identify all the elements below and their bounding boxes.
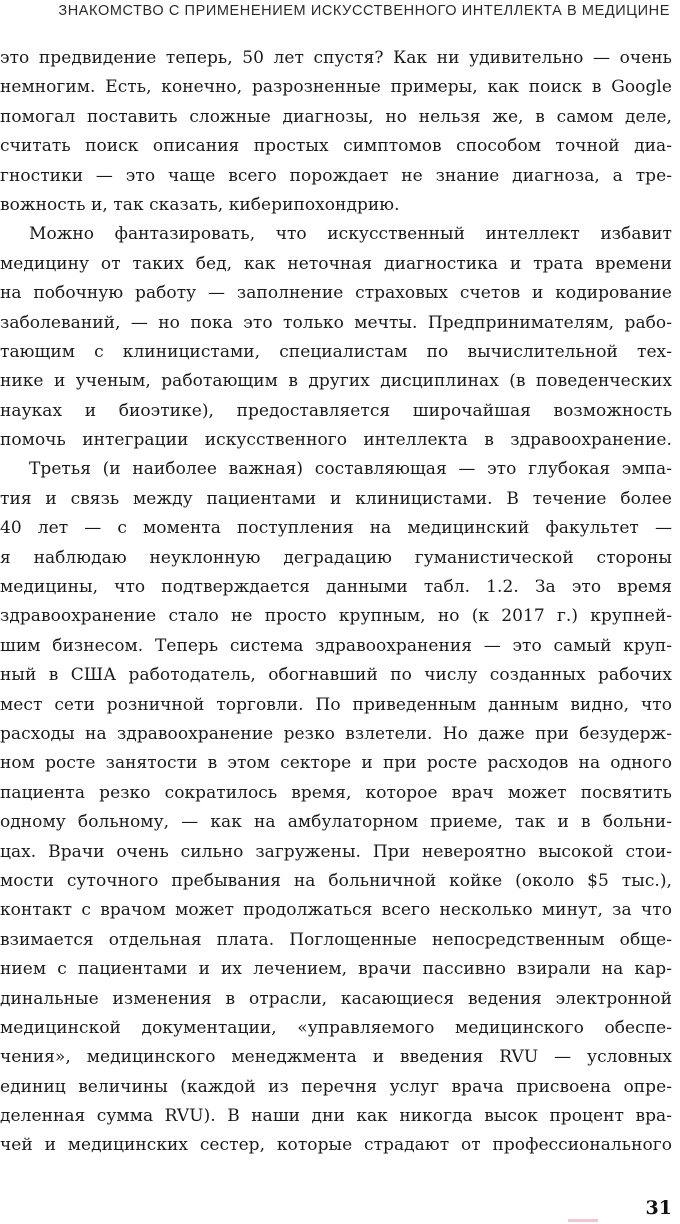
text-line: одному больному, — как на амбулаторном приеме, так и в больни-	[0, 812, 672, 833]
text-line: тия и связь между пациентами и клиницистами. В течение более	[0, 488, 672, 509]
text-line: мест сети розничной торговли. По приведенным данным видно, что	[0, 694, 672, 715]
edge-mark	[568, 1219, 598, 1222]
text-line: расходы на здравоохранение резко взлетели. Но даже при безудерж-	[0, 723, 672, 744]
text-line: чей и медицинских сестер, которые страдают от профессионального	[0, 1135, 672, 1156]
text-line: контакт с врачом может продолжаться всего несколько минут, за что	[0, 900, 672, 921]
text-line: Можно фантазировать, что искусственный интеллект избавит	[29, 224, 672, 245]
text-line: помочь интеграции искусственного интеллекта в здравоохранение.	[0, 430, 672, 451]
text-line: нием с пациентами и их лечением, врачи пассивно взирали на кар-	[0, 959, 672, 980]
text-line: цах. Врачи очень сильно загружены. При невероятно высокой стои-	[0, 841, 672, 862]
text-line: это предвидение теперь, 50 лет спустя? Как ни удивительно — очень	[0, 48, 672, 68]
body-text	[0, 44, 672, 1161]
text-line: здравоохранение стало не просто крупным, но (к 2017 г.) крупней-	[0, 606, 672, 627]
text-line: медицину от таких бед, как неточная диагностика и трата времени	[0, 253, 672, 274]
text-line: медицинской документации, «управляемого медицинского обеспе-	[0, 1017, 672, 1038]
text-line: единиц величины (каждой из перечня услуг врача присвоена опре-	[0, 1076, 672, 1097]
text-line: чения», медицинского менеджмента и введения RVU — условных	[0, 1047, 672, 1068]
text-line: нике и ученым, работающим в других дисциплинах (в поведенческих	[0, 371, 672, 392]
text-line: шим бизнесом. Теперь система здравоохранения — это самый круп-	[0, 635, 672, 656]
text-line: медицины, что подтверждается данными табл. 1.2. За это время	[0, 577, 672, 598]
text-line: деленная сумма RVU). В наши дни как никогда высок процент вра-	[0, 1106, 672, 1127]
text-line: мости суточного пребывания на больничной койке (около $5 тыс.),	[0, 870, 672, 891]
text-line: заболеваний, — но пока это только мечты. Предпринимателям, рабо-	[0, 312, 672, 333]
text-line: ный в США работодатель, обогнавший по числу созданных рабочих	[0, 665, 672, 686]
text-line: динальные изменения в отрасли, касающиеся ведения электронной	[0, 988, 672, 1009]
text-line: на побочную работу — заполнение страховых счетов и кодирование	[0, 283, 672, 304]
text-line: взимается отдельная плата. Поглощенные непосредственным обще-	[0, 929, 672, 950]
text-line: считать поиск описания простых симптомов способом точной диа-	[0, 136, 672, 157]
text-line: тающим с клиницистами, специалистам по вычислительной тех-	[0, 341, 672, 362]
text-line: 40 лет — с момента поступления на медицинский факультет —	[0, 518, 672, 539]
page-number: 31	[645, 1197, 672, 1219]
running-head: ЗНАКОМСТВО С ПРИМЕНЕНИЕМ ИСКУССТВЕННОГО ИНТЕЛЛЕКТА В МЕДИЦИНЕ	[58, 3, 670, 19]
text-line: гностики — это чаще всего порождает не знание диагноза, а тре-	[0, 165, 672, 186]
text-line: Третья (и наиболее важная) составляющая — это глубокая эмпа-	[29, 459, 672, 480]
text-line: ном росте занятости в этом секторе и при росте расходов на одного	[0, 753, 672, 774]
text-line: пациента резко сократилось время, которое врач может посвятить	[0, 782, 672, 803]
text-line: вожность и, так сказать, киберипохондрию.	[0, 194, 400, 215]
text-line: я наблюдаю неуклонную деградацию гуманистической стороны	[0, 547, 672, 568]
text-line: помогал поставить сложные диагнозы, но нельзя же, в самом деле,	[0, 106, 672, 127]
text-line: науках и биоэтике), предоставляется широчайшая возможность	[0, 400, 672, 421]
text-line: немногим. Есть, конечно, разрозненные примеры, как поиск в Google	[0, 77, 672, 98]
